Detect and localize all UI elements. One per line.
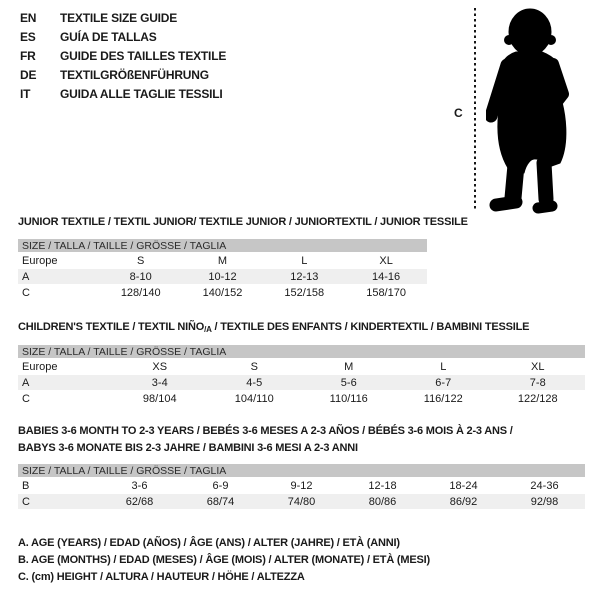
size-cell: 12-13 <box>263 268 345 284</box>
table-row <box>18 477 585 493</box>
legend-notes <box>18 535 430 586</box>
size-cell: 74/80 <box>261 493 342 509</box>
row-label: A <box>18 374 113 390</box>
size-cell: 5-6 <box>302 374 397 390</box>
size-cell: 14-16 <box>345 268 427 284</box>
size-cell: M <box>182 252 264 268</box>
size-header-label: SIZE / TALLA / TAILLE / GRÖSSE / TAGLIA <box>18 463 585 477</box>
size-cell: 10-12 <box>182 268 264 284</box>
size-cell: 24-36 <box>504 477 585 493</box>
size-cell: 68/74 <box>180 493 261 509</box>
size-cell: 62/68 <box>99 493 180 509</box>
size-cell: 140/152 <box>182 284 264 300</box>
size-cell: M <box>302 358 397 374</box>
lang-row-fr <box>20 46 226 65</box>
size-cell: 116/122 <box>396 390 491 406</box>
size-cell: L <box>396 358 491 374</box>
babies-table-title-line2: BABYS 3-6 MONATE BIS 2-3 JAHRE / BAMBINI 3-6 MESI A 2-3 ANNI <box>18 442 358 454</box>
babies-size-table <box>18 463 585 509</box>
children-title-pre: CHILDREN'S TEXTILE / TEXTIL NIÑO <box>18 321 205 333</box>
size-cell: 92/98 <box>504 493 585 509</box>
size-cell: L <box>263 252 345 268</box>
size-cell: 80/86 <box>342 493 423 509</box>
size-cell: 104/110 <box>207 390 302 406</box>
row-label: Europe <box>18 358 113 374</box>
size-cell: 152/158 <box>263 284 345 300</box>
lang-code: DE <box>20 67 37 82</box>
size-cell: 6-9 <box>180 477 261 493</box>
size-header-row <box>18 344 585 358</box>
table-row <box>18 374 585 390</box>
children-table-title <box>18 321 529 334</box>
lang-row-it <box>20 84 226 103</box>
table-row <box>18 493 585 509</box>
size-cell: S <box>100 252 182 268</box>
size-cell: 3-4 <box>113 374 208 390</box>
lang-row-es <box>20 27 226 46</box>
size-cell: 98/104 <box>113 390 208 406</box>
size-cell: 7-8 <box>491 374 586 390</box>
row-label: C <box>18 493 99 509</box>
table-row <box>18 358 585 374</box>
size-cell: S <box>207 358 302 374</box>
row-label: A <box>18 268 100 284</box>
row-label: Europe <box>18 252 100 268</box>
size-cell: 110/116 <box>302 390 397 406</box>
lang-title: TEXTILE SIZE GUIDE <box>60 10 178 25</box>
children-title-subscript: /A <box>204 325 212 334</box>
size-cell: 18-24 <box>423 477 504 493</box>
note-a: A. AGE (YEARS) / EDAD (AÑOS) / ÂGE (ANS) / ALTER (JAHRE) / ETÀ (ANNI) <box>18 537 400 549</box>
size-cell: XS <box>113 358 208 374</box>
height-c-label: C <box>454 106 463 120</box>
size-cell: 4-5 <box>207 374 302 390</box>
table-row <box>18 252 427 268</box>
note-b: B. AGE (MONTHS) / EDAD (MESES) / ÂGE (MOIS) / ALTER (MONATE) / ETÀ (MESI) <box>18 554 430 566</box>
toddler-silhouette-image <box>486 2 598 214</box>
junior-table-title: JUNIOR TEXTILE / TEXTIL JUNIOR/ TEXTILE JUNIOR / JUNIORTEXTIL / JUNIOR TESSILE <box>18 216 468 228</box>
junior-size-table <box>18 238 427 300</box>
size-cell: 9-12 <box>261 477 342 493</box>
row-label: C <box>18 284 100 300</box>
table-row <box>18 268 427 284</box>
lang-title: TEXTILGRÖßENFÜHRUNG <box>60 67 209 82</box>
size-cell: XL <box>345 252 427 268</box>
row-label: B <box>18 477 99 493</box>
row-label: C <box>18 390 113 406</box>
lang-title: GUIDE DES TAILLES TEXTILE <box>60 48 227 63</box>
size-header-label: SIZE / TALLA / TAILLE / GRÖSSE / TAGLIA <box>18 344 585 358</box>
lang-title: GUÍA DE TALLAS <box>60 29 157 44</box>
table-row <box>18 284 427 300</box>
size-cell: 86/92 <box>423 493 504 509</box>
size-cell: 122/128 <box>491 390 586 406</box>
note-c: C. (cm) HEIGHT / ALTURA / HAUTEUR / HÖHE / ALTEZZA <box>18 571 305 583</box>
size-cell: 6-7 <box>396 374 491 390</box>
lang-code: EN <box>20 10 37 25</box>
language-header <box>20 8 226 103</box>
babies-table-title-line1: BABIES 3-6 MONTH TO 2-3 YEARS / BEBÉS 3-6 MESES A 2-3 AÑOS / BÉBÉS 3-6 MOIS À 2-3 ANS / <box>18 425 513 437</box>
height-dashed-line <box>474 8 476 210</box>
lang-title: GUIDA ALLE TAGLIE TESSILI <box>60 86 223 101</box>
lang-row-en <box>20 8 226 27</box>
children-title-post: / TEXTILE DES ENFANTS / KINDERTEXTIL / BAMBINI TESSILE <box>211 321 530 333</box>
size-cell: XL <box>491 358 586 374</box>
size-header-row <box>18 238 427 252</box>
lang-code: IT <box>20 86 31 101</box>
size-cell: 8-10 <box>100 268 182 284</box>
size-cell: 128/140 <box>100 284 182 300</box>
size-cell: 3-6 <box>99 477 180 493</box>
lang-row-de <box>20 65 226 84</box>
children-size-table <box>18 344 585 406</box>
size-cell: 12-18 <box>342 477 423 493</box>
lang-code: FR <box>20 48 36 63</box>
size-cell: 158/170 <box>345 284 427 300</box>
table-row <box>18 390 585 406</box>
size-header-label: SIZE / TALLA / TAILLE / GRÖSSE / TAGLIA <box>18 238 427 252</box>
lang-code: ES <box>20 29 36 44</box>
size-header-row <box>18 463 585 477</box>
